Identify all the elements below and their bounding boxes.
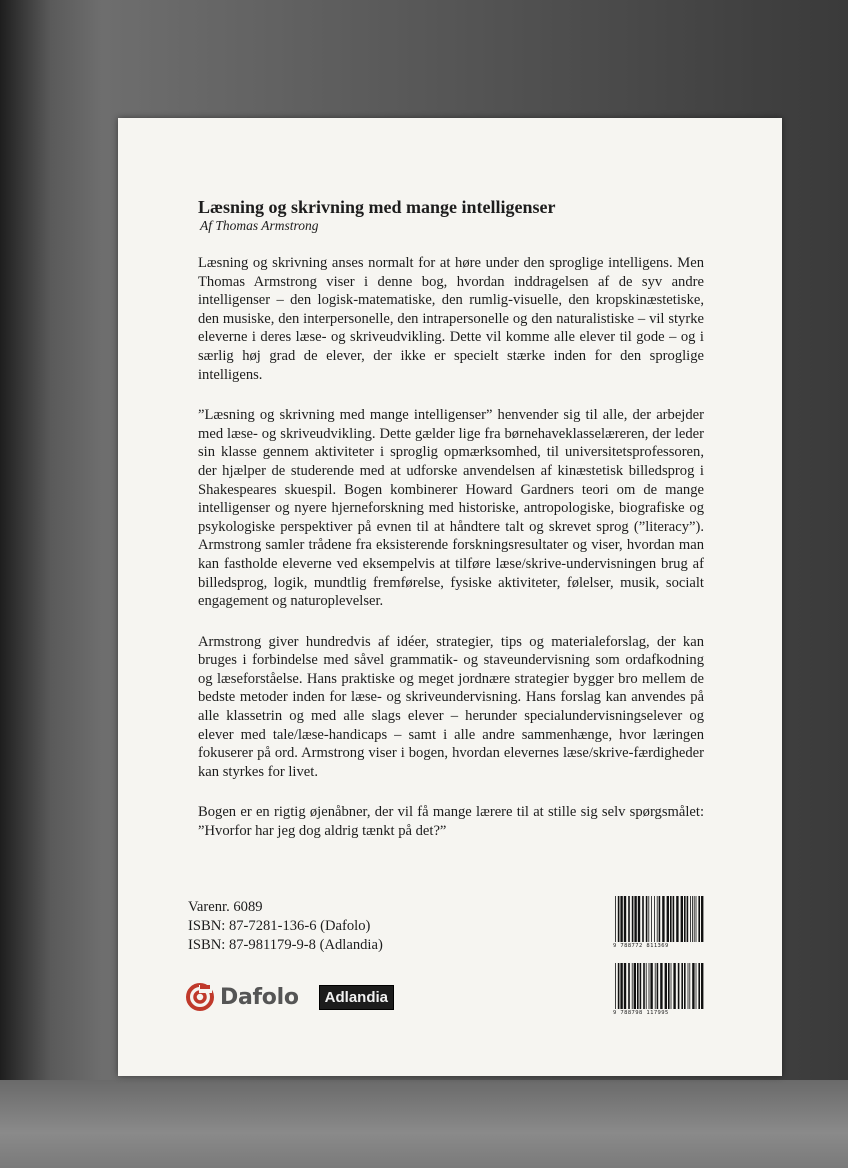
scanner-bed-strip [0,1080,848,1168]
barcode-bar [646,896,648,942]
barcode-bar [615,896,616,942]
barcode-bar [678,963,680,1009]
barcode-bar [632,896,634,942]
barcode-bar [657,896,658,942]
barcode-bar [692,963,694,1009]
isbn-adlandia: ISBN: 87-981179-9-8 (Adlandia) [188,937,383,953]
barcode-bar [632,963,633,1009]
barcode-bar [655,963,656,1009]
barcode-bar [640,963,642,1009]
adlandia-logo: Adlandia [319,985,394,1010]
barcode-bar [618,963,620,1009]
blurb-paragraph-3: Armstrong giver hundredvis af idéer, strategier, tips og materialeforslag, der kan bruges i forbindelse med såvel grammatik- og staveundervisning som ordafkodning og læseforståelse. Hans praktiske og meget jordnære strategier bygger bro mellem de bedste metoder inden for læse- og skriveundervisning. Hans forslag kan anvendes på alle klassetrin og med alle slags elever – herunder specialundervisningselever og elever med tale/læse-handicaps – samt i alle andre sammenhænge, hvor læringen fokuserer på ord. Armstrong viser i bogen, hvordan elevernes læse/skrive-færdigheder kan styrkes for livet. [198,633,704,780]
barcode-bar [690,896,691,942]
barcode-bar [624,963,626,1009]
barcode-bar [670,896,672,942]
blurb-paragraph-1: Læsning og skrivning anses normalt for at høre under den sproglige intelligens. Men Thomas Armstrong viser i denne bog, hvordan inddragelsen af de syv andre intelligenser – den logisk-matematiske, den rumlig-visuelle, den kropskinæstetiske, den musiske, den interpersonelle, den intrapersonelle og den naturalistiske – vil styrke eleverne i deres læse- og skriveudvikling. Dette vil komme alle elever til gode – og i særlig høj grad de elever, der ikke er specielt stærke inden for den sproglige intelligens. [198,255,704,383]
barcode-bar [634,963,636,1009]
barcode-bottom-bars [613,963,705,1009]
dafolo-mark-icon [186,983,214,1011]
product-info [188,898,448,955]
barcode-bar [660,963,662,1009]
book-author: Af Thomas Armstrong [200,218,319,233]
blurb-paragraph-4: Bogen er en rigtig øjenåbner, der vil få mange lærere til at stille sig selv spørgsmålet: ”Hvorfor har jeg dog aldrig tænkt på det?” [198,804,704,840]
barcode-bar [676,896,678,942]
dafolo-wordmark: Dafolo [220,984,299,1010]
barcode-bar [698,963,700,1009]
barcode-bar [696,963,697,1009]
barcode-bar [628,896,630,942]
cover-text-block [198,196,704,863]
barcode-bar [634,896,636,942]
barcode-bar [688,963,689,1009]
barcode-bar [668,963,670,1009]
barcode-bar [659,896,661,942]
blurb-paragraph-2: ”Læsning og skrivning med mange intelligenser” henvender sig til alle, der arbejder med læse- og skriveudvikling. Dette gælder lige fra børnehaveklasselæreren, der leder sin klasse gennem aktiviteter i sproglig opmærksomhed, til universitetsprofessoren, der hjælper de studerende med at udforske anvendelsen af kinæstetisk billedsprog i Shakespeares skuespil. Bogen kombinerer Howard Gardners teori om de mange intelligenser og nyere hjerneforskning med historiske, antropologiske, biografiske og psykologiske perspektiver på evnen til at håndtere talt og skrevet sprog (”literacy”). Armstrong samler trådene fra eksisterende forskningsresultater og viser, hvordan man kan fastholde eleverne ved eksempelvis at tilføre læse/skrive-undervisningen brug af billedsprog, logik, mundtlig fremførelse, fysiske aktiviteter, følelser, musik, socialt engagement og naturoplevelser. [198,407,704,610]
dafolo-logo [186,983,299,1011]
barcode-bar [637,963,639,1009]
barcode-bar [615,963,616,1009]
barcode-top [613,896,705,949]
barcode-bar [667,896,669,942]
barcode-bar [701,963,703,1009]
barcode-bar [649,963,650,1009]
barcode-bar [662,896,664,942]
barcode-bar [620,963,622,1009]
barcode-bar [665,963,667,1009]
barcode-top-number: 9 788772 811369 [613,943,669,949]
item-number: Varenr. 6089 [188,899,263,915]
barcode-bar [657,963,659,1009]
barcode-bar [628,963,630,1009]
barcode-bar [624,896,626,942]
barcode-bar [681,963,683,1009]
barcode-bar [673,896,675,942]
isbn-dafolo: ISBN: 87-7281-136-6 (Dafolo) [188,918,371,934]
publisher-logos [186,980,446,1014]
barcode-bar [684,896,686,942]
barcode-bar [694,896,695,942]
barcode-bar [618,896,620,942]
barcode-bottom-number: 9 788798 117995 [613,1010,669,1016]
barcode-bar [642,896,644,942]
barcode-bar [646,963,647,1009]
barcode-bar [643,963,645,1009]
barcode-bar [684,963,686,1009]
barcode-bar [689,963,690,1009]
barcode-bar [650,963,652,1009]
barcode-bar [671,963,672,1009]
barcode-bar [620,896,622,942]
barcode-bar [673,963,675,1009]
barcode-bar [681,896,683,942]
barcode-bar [651,896,652,942]
barcode-bar [692,896,693,942]
barcode-bottom [613,963,705,1016]
barcode-bar [648,896,649,942]
barcode-bar [687,896,689,942]
barcode-bar [638,896,640,942]
barcode-bar [701,896,703,942]
barcode-top-bars [613,896,705,942]
barcode-bar [696,896,697,942]
barcode-bar [654,896,655,942]
book-back-cover [118,118,782,1076]
barcode-bar [698,896,700,942]
book-title: Læsning og skrivning med mange intelligenser [198,197,556,217]
